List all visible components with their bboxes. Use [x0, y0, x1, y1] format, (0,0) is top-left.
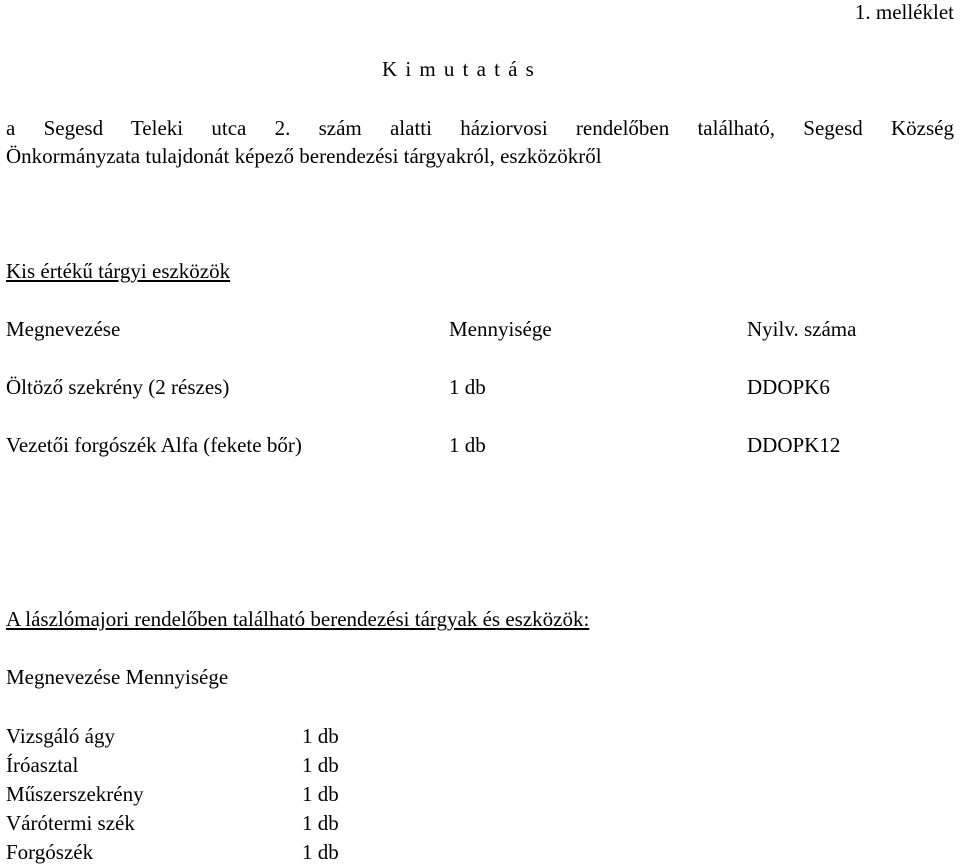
section1-header-name: Megnevezése: [6, 317, 121, 341]
intro-line-1: a Segesd Teleki utca 2. szám alatti háziorvosi rendelőben található, Segesd Község: [6, 116, 954, 140]
section2-row-qty: 1 db: [302, 840, 339, 864]
section2-title: A lászlómajori rendelőben található berendezési tárgyak és eszközök:: [6, 607, 590, 631]
intro-paragraph: [6, 114, 954, 171]
section1-row-qty: 1 db: [449, 433, 486, 457]
section1-title: Kis értékű tárgyi eszközök: [6, 259, 231, 283]
section2-row-qty: 1 db: [302, 782, 339, 806]
section2-headers: [6, 667, 228, 688]
section2-row-name: Várótermi szék: [6, 811, 135, 835]
section2-header-qty: Mennyisége: [125, 665, 229, 689]
section1-row-reg: DDOPK12: [747, 433, 841, 457]
section2-row-name: Műszerszekrény: [6, 782, 144, 806]
section2-row-qty: 1 db: [302, 724, 339, 748]
section1-row-name: Vezetői forgószék Alfa (fekete bőr): [6, 433, 302, 457]
annex-label: 1. melléklet: [854, 0, 954, 24]
intro-line-2: Önkormányzata tulajdonát képező berendezési tárgyakról, eszközökről: [6, 144, 602, 169]
document-title: K i m u t a t á s: [382, 57, 536, 81]
section2-header-name: Megnevezése: [6, 665, 126, 689]
section2-row-name: Forgószék: [6, 840, 94, 864]
section2-row-qty: 1 db: [302, 753, 339, 777]
section1-header-qty: Mennyisége: [449, 317, 552, 341]
section1-row-qty: 1 db: [449, 375, 486, 399]
section2-row-qty: 1 db: [302, 811, 339, 835]
section1-row-reg: DDOPK6: [747, 375, 830, 399]
section2-row-name: Íróasztal: [6, 753, 79, 777]
section1-row-name: Öltöző szekrény (2 részes): [6, 375, 230, 399]
section2-row-name: Vizsgáló ágy: [6, 724, 115, 748]
section1-header-reg: Nyilv. száma: [747, 317, 857, 341]
